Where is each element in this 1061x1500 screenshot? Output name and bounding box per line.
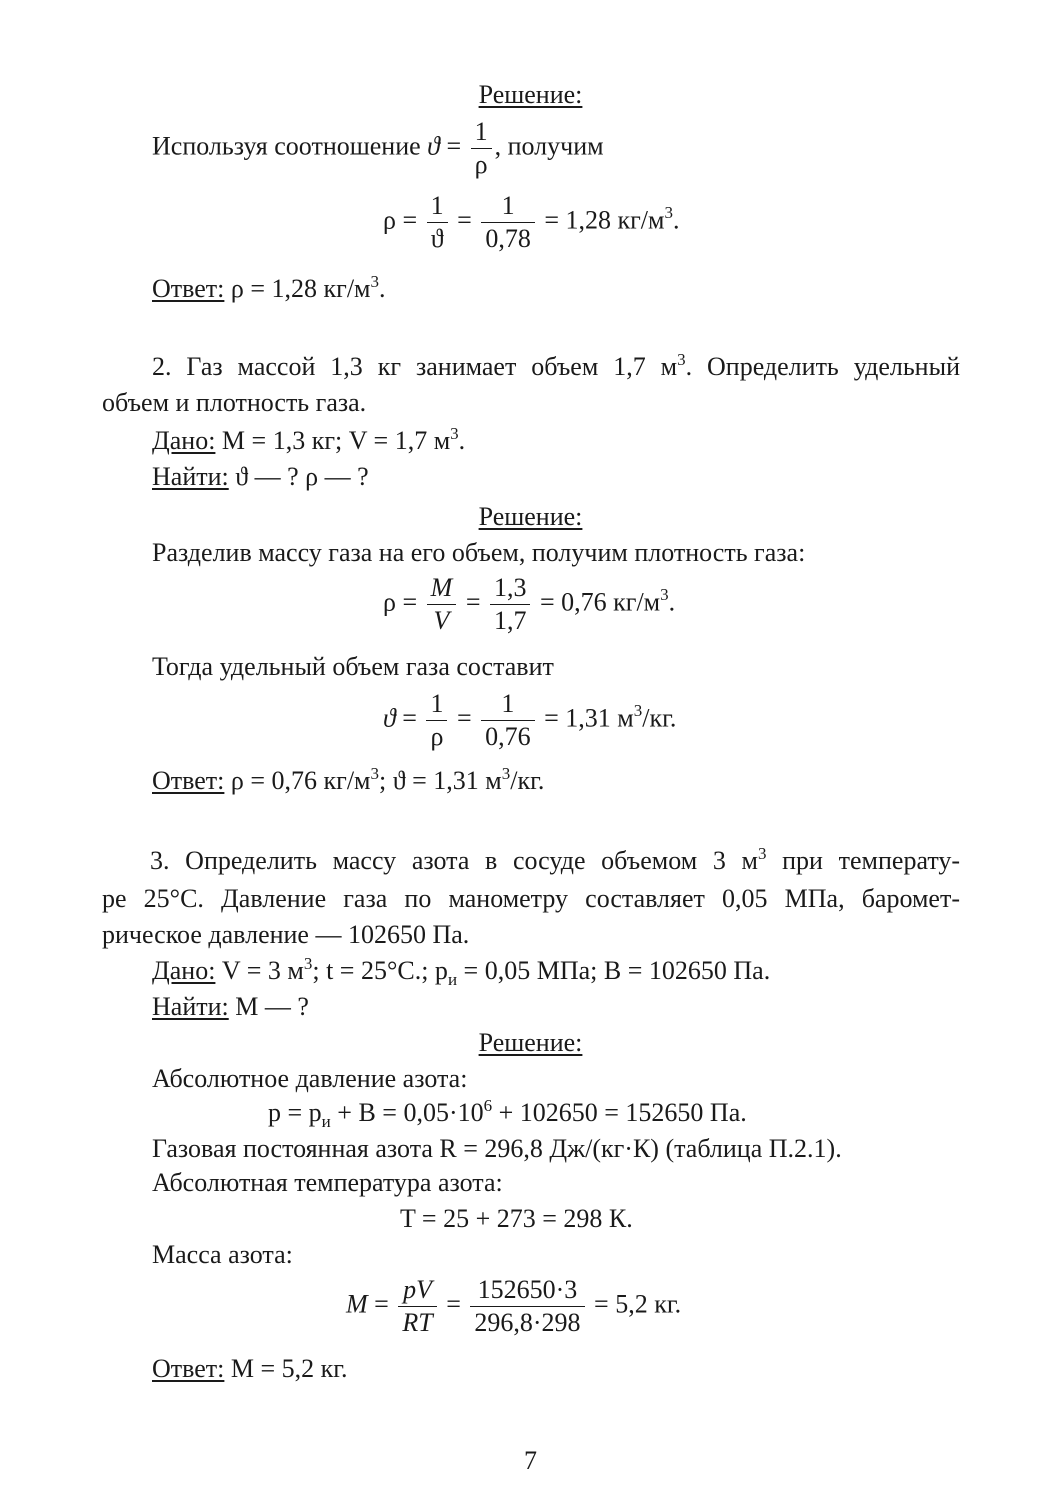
s1-equation: ρ = $\frac{1}{ϑ}$ = $\frac{1}{0,78}$ = 1,28 $кг/м^3$. bbox=[383, 191, 680, 253]
p3-statement-line1: 3. Определить массу азота в сосуде объемом 3 $м^3$ при температу- bbox=[150, 844, 960, 875]
p3-step2: Газовая постоянная азота R = 296,8 Дж/(кг·К) (таблица П.2.1). bbox=[152, 1134, 842, 1163]
solution-heading: Решение: bbox=[478, 80, 583, 109]
page-number: 7 bbox=[524, 1446, 537, 1475]
s1-intro-fraction: $\frac{1}{\rho}$ bbox=[471, 116, 492, 181]
p3-find: Найти: M — ? bbox=[152, 992, 309, 1021]
p2-step2: Тогда удельный объем газа составит bbox=[152, 652, 554, 681]
p3-given: Дано: V = 3 $м^3$; t = 25°С.; $p_и = 0,05$ МПа; B = 102650 Па. bbox=[152, 954, 771, 989]
p2-volume-equation: ϑ = $\frac{1}{\rho}$ = $\frac{1}{0,76}$ = 1,31 $м^3/кг$. bbox=[383, 689, 677, 751]
p2-density-equation: ρ = $\frac{M}{V}$ = $\frac{1,3}{1,7}$ = 0,76 $кг/м^3$. bbox=[383, 573, 676, 635]
p3-step1: Абсолютное давление азота: bbox=[152, 1064, 468, 1093]
p2-answer: Ответ: ρ = 0,76 $кг/м^3$; ϑ = 1,31 $м^3/кг$. bbox=[152, 764, 545, 795]
p3-pressure-equation: $p = p_и + B = 0,05\cdot 10^6 + 102650 = 152650$ Па. bbox=[268, 1096, 747, 1131]
p2-solution-heading: Решение: bbox=[478, 502, 583, 531]
p3-statement-line2: ре 25°С. Давление газа по манометру составляет 0,05 МПа, баромет- bbox=[102, 884, 960, 913]
p3-step4: Масса азота: bbox=[152, 1240, 293, 1269]
s1-answer: Ответ: ρ = 1,28 $кг/м^3$. bbox=[152, 272, 386, 303]
p2-statement-line1: 2. Газ массой 1,3 кг занимает объем 1,7 $м^3$. Определить удельный bbox=[152, 350, 960, 381]
p3-statement-line3: рическое давление — 102650 Па. bbox=[102, 920, 470, 949]
p2-given: Дано: M = 1,3 кг; V = 1,7 $м^3$. bbox=[152, 424, 466, 455]
p2-statement-line2: объем и плотность газа. bbox=[102, 388, 367, 417]
p3-solution-heading: Решение: bbox=[478, 1028, 583, 1057]
p3-answer: Ответ: M = 5,2 кг. bbox=[152, 1354, 348, 1383]
p3-step3: Абсолютная температура азота: bbox=[152, 1168, 503, 1197]
s1-intro: Используя соотношение ϑ = $\frac{1}{\rho}$ , получим bbox=[152, 117, 604, 179]
p3-temperature-equation: T = 25 + 273 = 298 К. bbox=[400, 1204, 633, 1233]
p3-mass-equation: M = $\frac{pV}{RT}$ = $\frac{152650\cdot 3}{296,8\cdot 298}$ = 5,2 кг. bbox=[346, 1275, 682, 1337]
p2-step1: Разделив массу газа на его объем, получим плотность газа: bbox=[152, 538, 806, 567]
p2-find: Найти: ϑ — ? ρ — ? bbox=[152, 462, 369, 491]
